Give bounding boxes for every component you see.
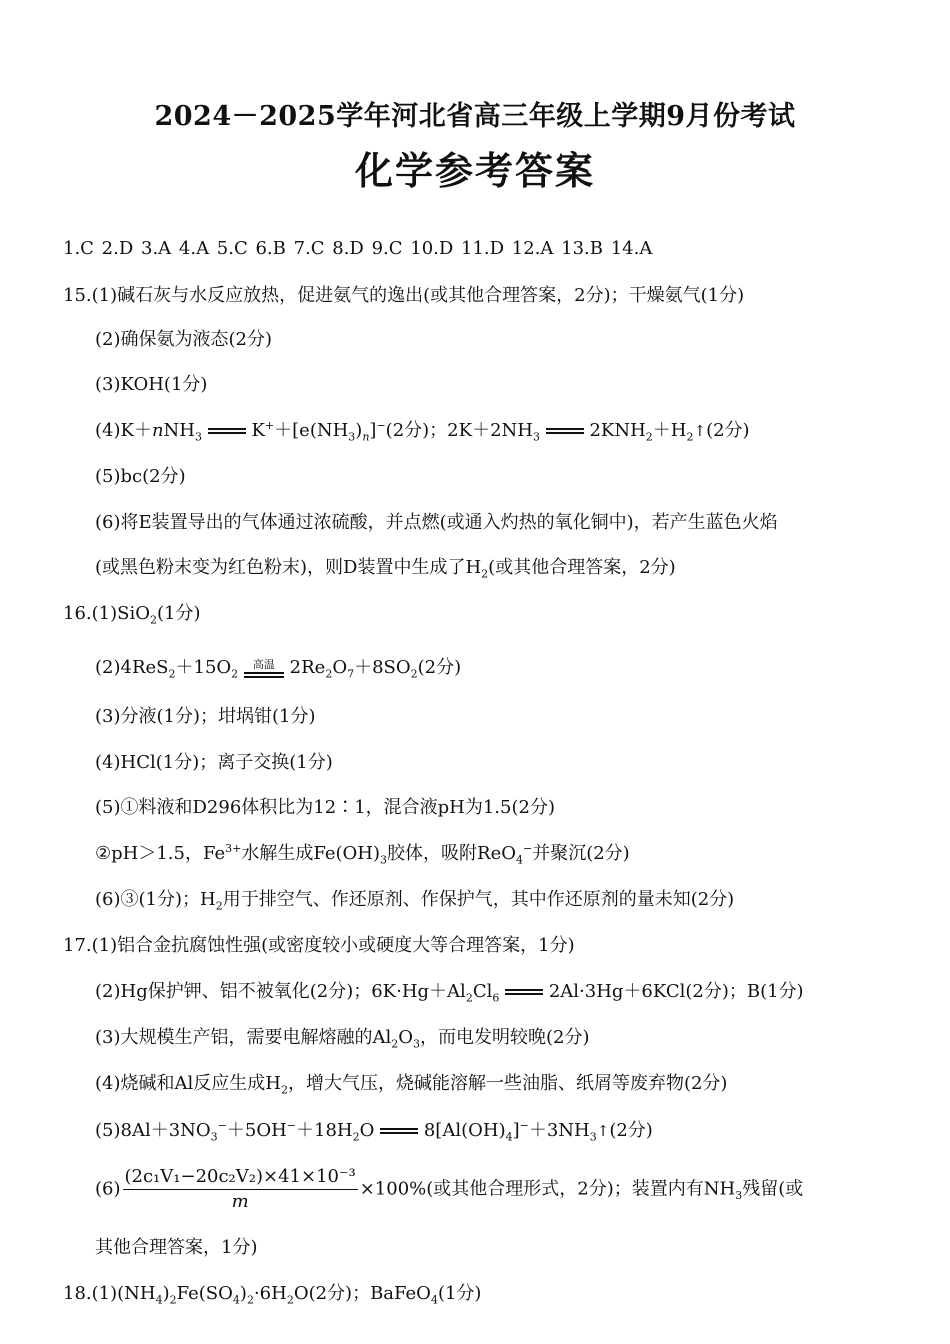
exam-title: 2024－2025学年河北省高三年级上学期9月份考试 xyxy=(154,101,796,132)
q15-part6-line1: (6)将E装置导出的气体通过浓硫酸，并点燃(或通入灼热的氧化铜中)，若产生蓝色火焰 xyxy=(95,512,778,533)
result-fraction: $\frac{\text{(2c₁V₁−20c₂V₂)×41×10⁻³}}{m}$ xyxy=(124,1166,356,1212)
q16-part5: (5)①料液和D296体积比为12∶1，混合液pH为1.5(2分) xyxy=(95,797,555,818)
q17-part5: $(5)8Al+3NO_3^-+5OH^-+18H_2O$ $8[Al(OH)_4]^-+3NH_3↑(2$分) xyxy=(95,1119,653,1144)
reaction-condition: 高温 xyxy=(244,659,284,678)
q16-part1: 16.(1)SiO$_2$(1分) xyxy=(63,603,201,627)
q15-part2: (2)确保氨为液态(2分) xyxy=(95,329,272,350)
q16-part6: (6)③(1分)；$H_2$用于排空气、作还原剂、作保护气，其中作还原剂的量未知(2分) xyxy=(95,889,735,913)
equals-sign-icon xyxy=(505,987,543,997)
q17-part6: (6) $\frac{\text{(2c₁V₁−20c₂V₂)×41×10⁻³}}{m}$ ×100%(或其他合理形式，2分)；装置内有$NH_3$残留(或 xyxy=(95,1166,804,1212)
equals-sign-icon xyxy=(208,426,246,436)
choice-answers: 1.C 2.D 3.A 4.A 5.C 6.B 7.C 8.D 9.C 10.D 11.D 12.A 13.B 14.A xyxy=(63,238,653,259)
exam-subtitle: 化学参考答案 xyxy=(354,148,595,193)
q17-part3: (3)大规模生产铝，需要电解熔融的$Al_2O_3$，而电发明较晚(2分) xyxy=(95,1027,590,1051)
q17-part4: (4)烧碱和Al反应生成$H_2$，增大气压，烧碱能溶解一些油脂、纸屑等废弃物(2分) xyxy=(95,1073,728,1097)
q16-part2: $(2)4ReS_2+15O_2$ 高温 $2Re_2O_7+8SO_2(2$分) xyxy=(95,657,462,681)
q17-part2: (2)Hg保护钾、铝不被氧化(2分)；$6K\cdot Hg+Al_2Cl_6$ 2Al·3Hg＋6KCl(2分)；B(1分) xyxy=(95,981,804,1005)
q17-part6-continued: 其他合理答案，1分) xyxy=(95,1237,258,1258)
equals-sign-icon xyxy=(546,426,584,436)
equals-sign-icon xyxy=(380,1126,418,1136)
q15-part4: (4)K＋nNH$_3$ $K^++[e(NH_3)_n]^-(2$分)；$2K+2NH_3$ $2KNH_2+H_2↑(2$分) xyxy=(95,419,750,444)
q16-part4: (4)HCl(1分)；离子交换(1分) xyxy=(95,752,333,773)
q15-part3: (3)KOH(1分) xyxy=(95,374,208,395)
gas-arrow-icon: ↑ xyxy=(693,422,707,440)
q16-part3: (3)分液(1分)；坩埚钳(1分) xyxy=(95,706,316,727)
q18-part1: $18.(1)(NH_4)_2Fe(SO_4)_2\cdot 6H_2O(2$分)；BaFeO$_4$(1分) xyxy=(63,1283,482,1307)
gas-arrow-icon: ↑ xyxy=(596,1122,610,1140)
q15-part1: 15.(1)碱石灰与水反应放热，促进氨气的逸出(或其他合理答案，2分)；干燥氨气(1分) xyxy=(63,285,745,306)
q17-part1: 17.(1)铝合金抗腐蚀性强(或密度较小或硬度大等合理答案，1分) xyxy=(63,935,575,956)
q15-part6-line2: (或黑色粉末变为红色粉末)，则D装置中生成了$H_2$(或其他合理答案，2分) xyxy=(95,557,676,581)
q16-part5-second: ②pH＞1.5，$Fe^{3+}$水解生成$Fe(OH)_3$胶体，吸附ReO$_4$−并聚沉(2分) xyxy=(95,842,630,867)
q15-part5: (5)bc(2分) xyxy=(95,466,186,487)
